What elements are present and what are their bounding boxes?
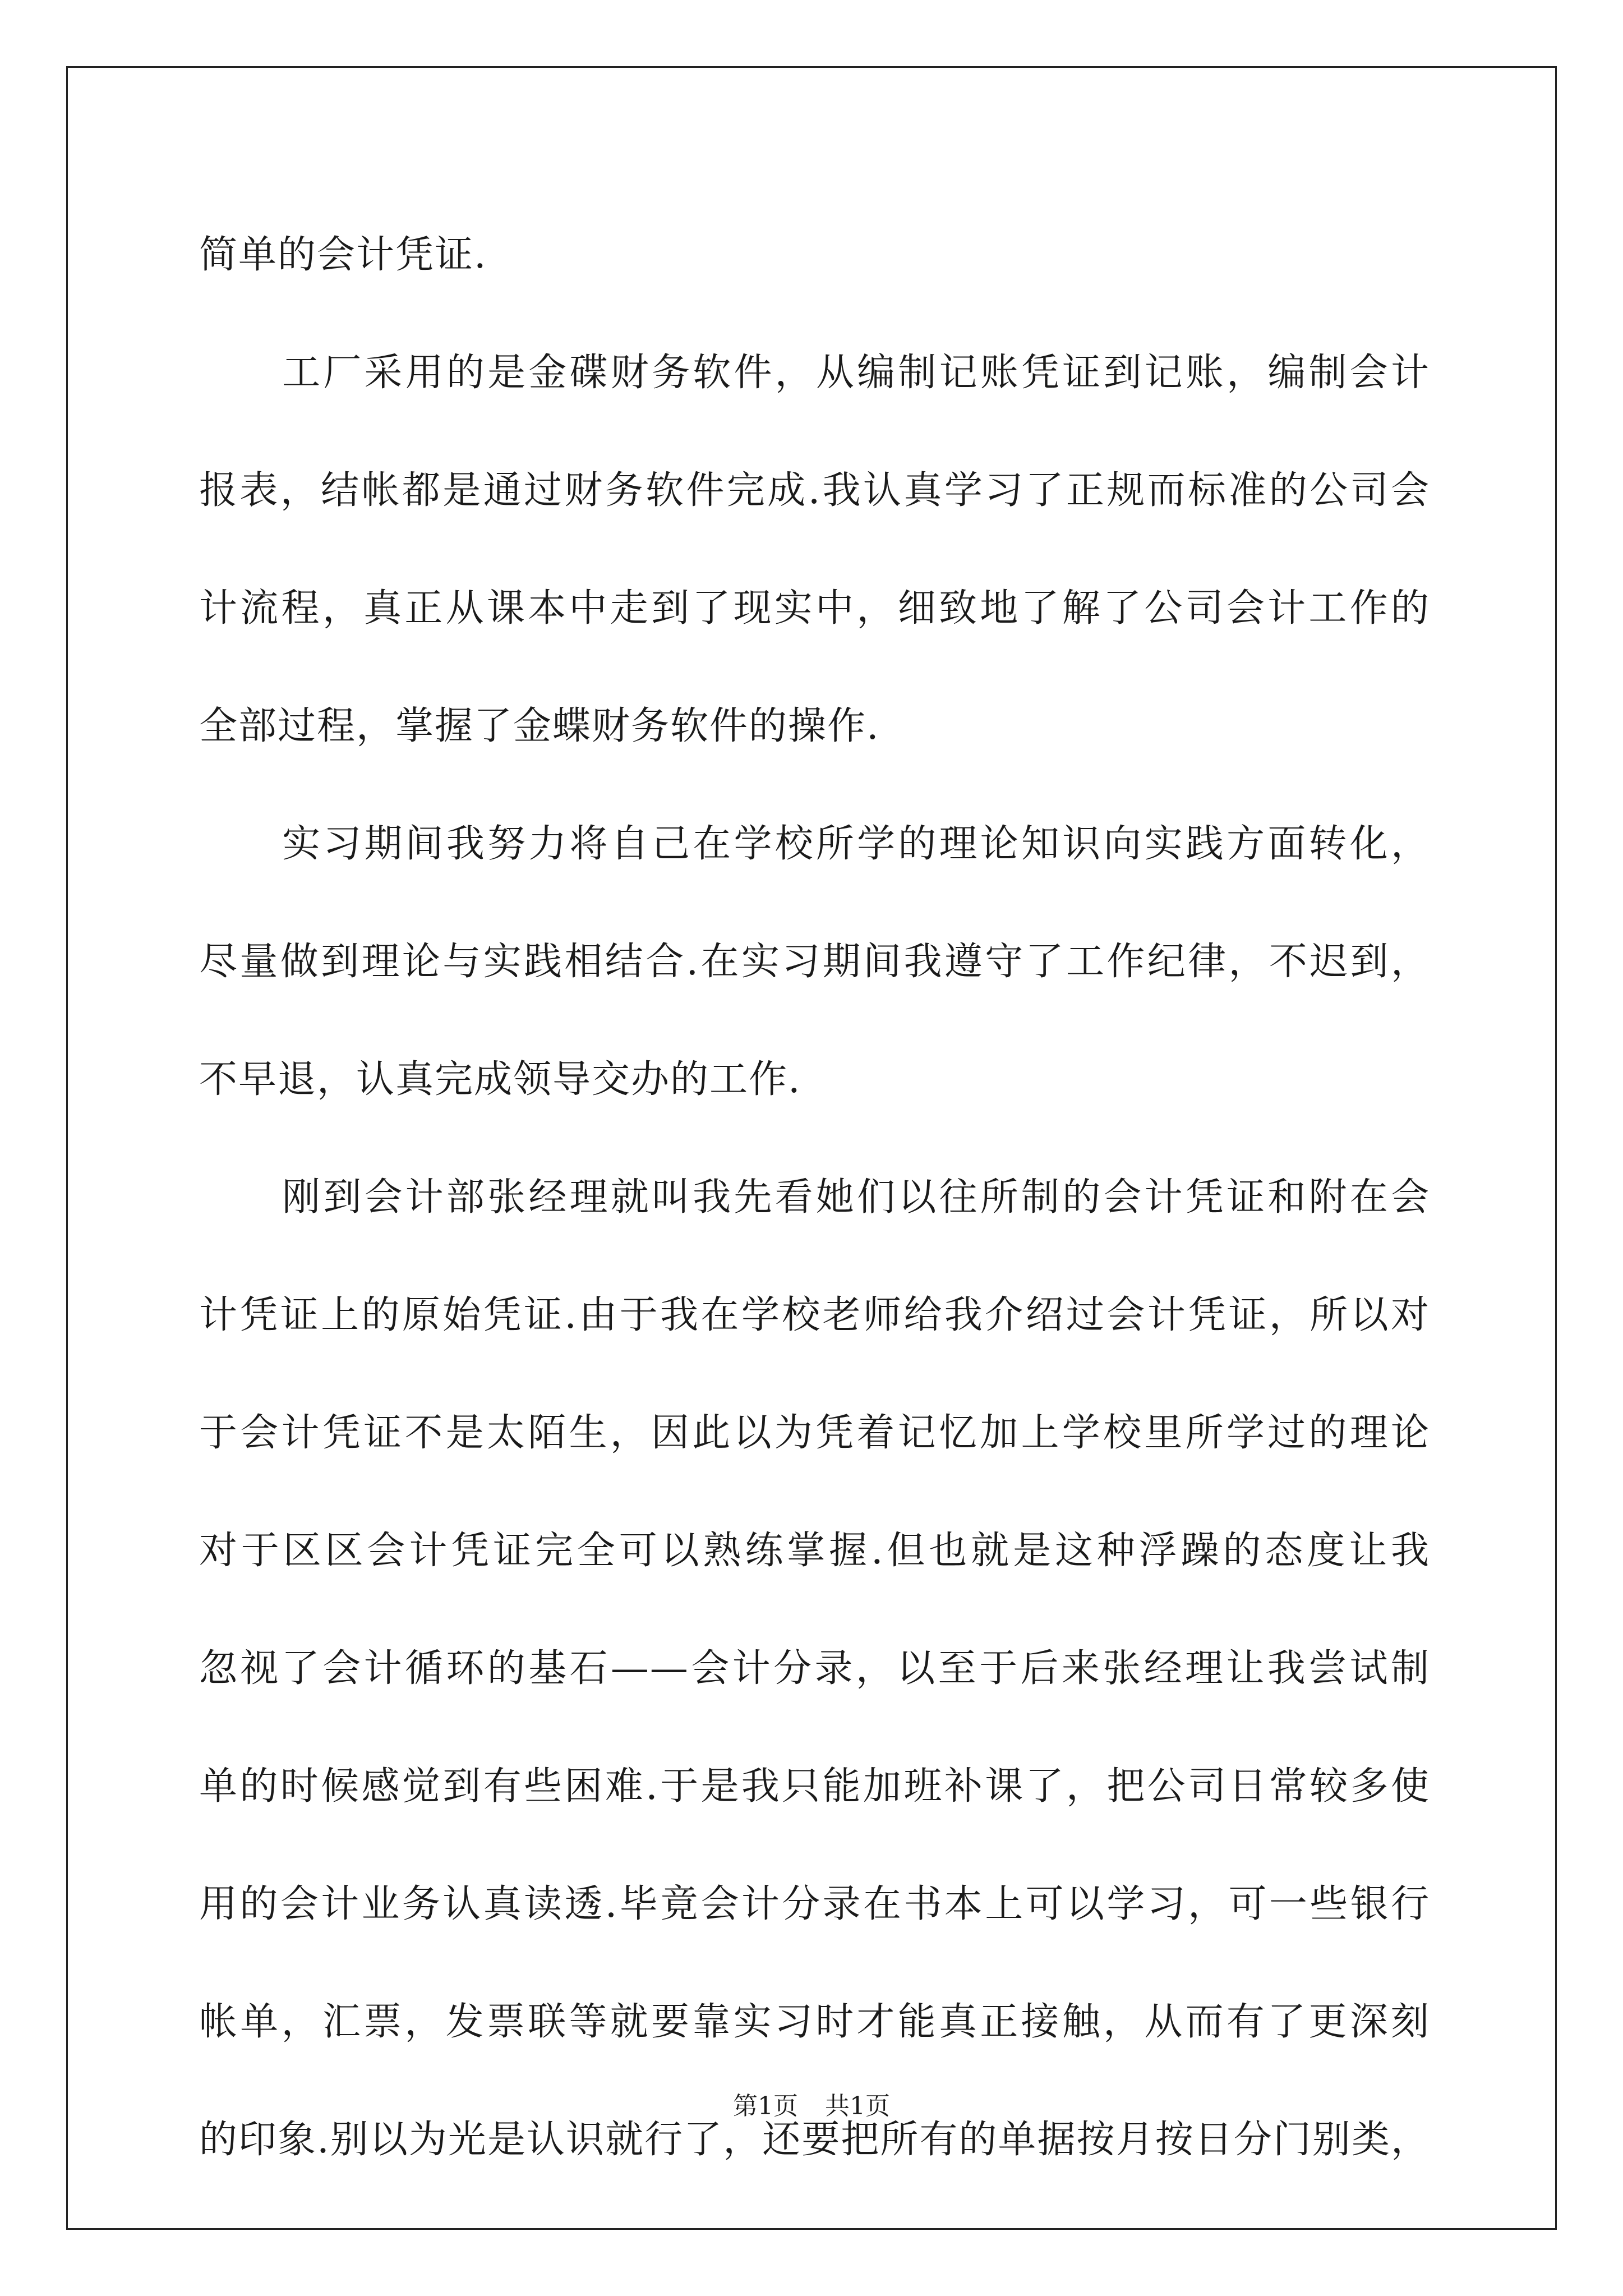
page-footer — [0, 2090, 1623, 2123]
document-body — [199, 196, 1430, 2199]
text-line: 全部过程，掌握了金蝶财务软件的操作. — [199, 704, 880, 748]
text-line: 于会计凭证不是太陌生，因此以为凭着记忆加上学校里所学过的理论 — [199, 1411, 1430, 1455]
text-line: 不早退，认真完成领导交办的工作. — [199, 1057, 801, 1102]
text-line: 刚到会计部张经理就叫我先看她们以往所制的会计凭证和附在会 — [282, 1175, 1430, 1220]
page-number-current: 第1页 — [733, 2092, 798, 2120]
text-line: 计流程，真正从课本中走到了现实中，细致地了解了公司会计工作的 — [199, 586, 1430, 631]
text-line: 用的会计业务认真读透.毕竟会计分录在书本上可以学习，可一些银行 — [199, 1882, 1430, 1926]
page-number-total: 共1页 — [825, 2092, 890, 2120]
text-line: 对于区区会计凭证完全可以熟练掌握.但也就是这种浮躁的态度让我 — [199, 1529, 1430, 1573]
text-line: 单的时候感觉到有些困难.于是我只能加班补课了，把公司日常较多使 — [199, 1764, 1430, 1809]
text-line: 实习期间我努力将自己在学校所学的理论知识向实践方面转化， — [282, 822, 1430, 866]
text-line: 简单的会计凭证. — [199, 233, 487, 277]
text-line: 报表，结帐都是通过财务软件完成.我认真学习了正规而标准的公司会 — [199, 468, 1430, 513]
text-line: 计凭证上的原始凭证.由于我在学校老师给我介绍过会计凭证，所以对 — [199, 1293, 1430, 1337]
text-line: 尽量做到理论与实践相结合.在实习期间我遵守了工作纪律，不迟到， — [199, 940, 1430, 984]
text-line: 忽视了会计循环的基石——会计分录，以至于后来张经理让我尝试制 — [199, 1646, 1430, 1691]
text-line: 帐单，汇票，发票联等就要靠实习时才能真正接触，从而有了更深刻 — [199, 2000, 1430, 2044]
text-line: 工厂采用的是金碟财务软件，从编制记账凭证到记账，编制会计 — [282, 351, 1430, 395]
text-line: 的印象.别以为光是认识就行了，还要把所有的单据按月按日分门别类， — [199, 2118, 1430, 2162]
